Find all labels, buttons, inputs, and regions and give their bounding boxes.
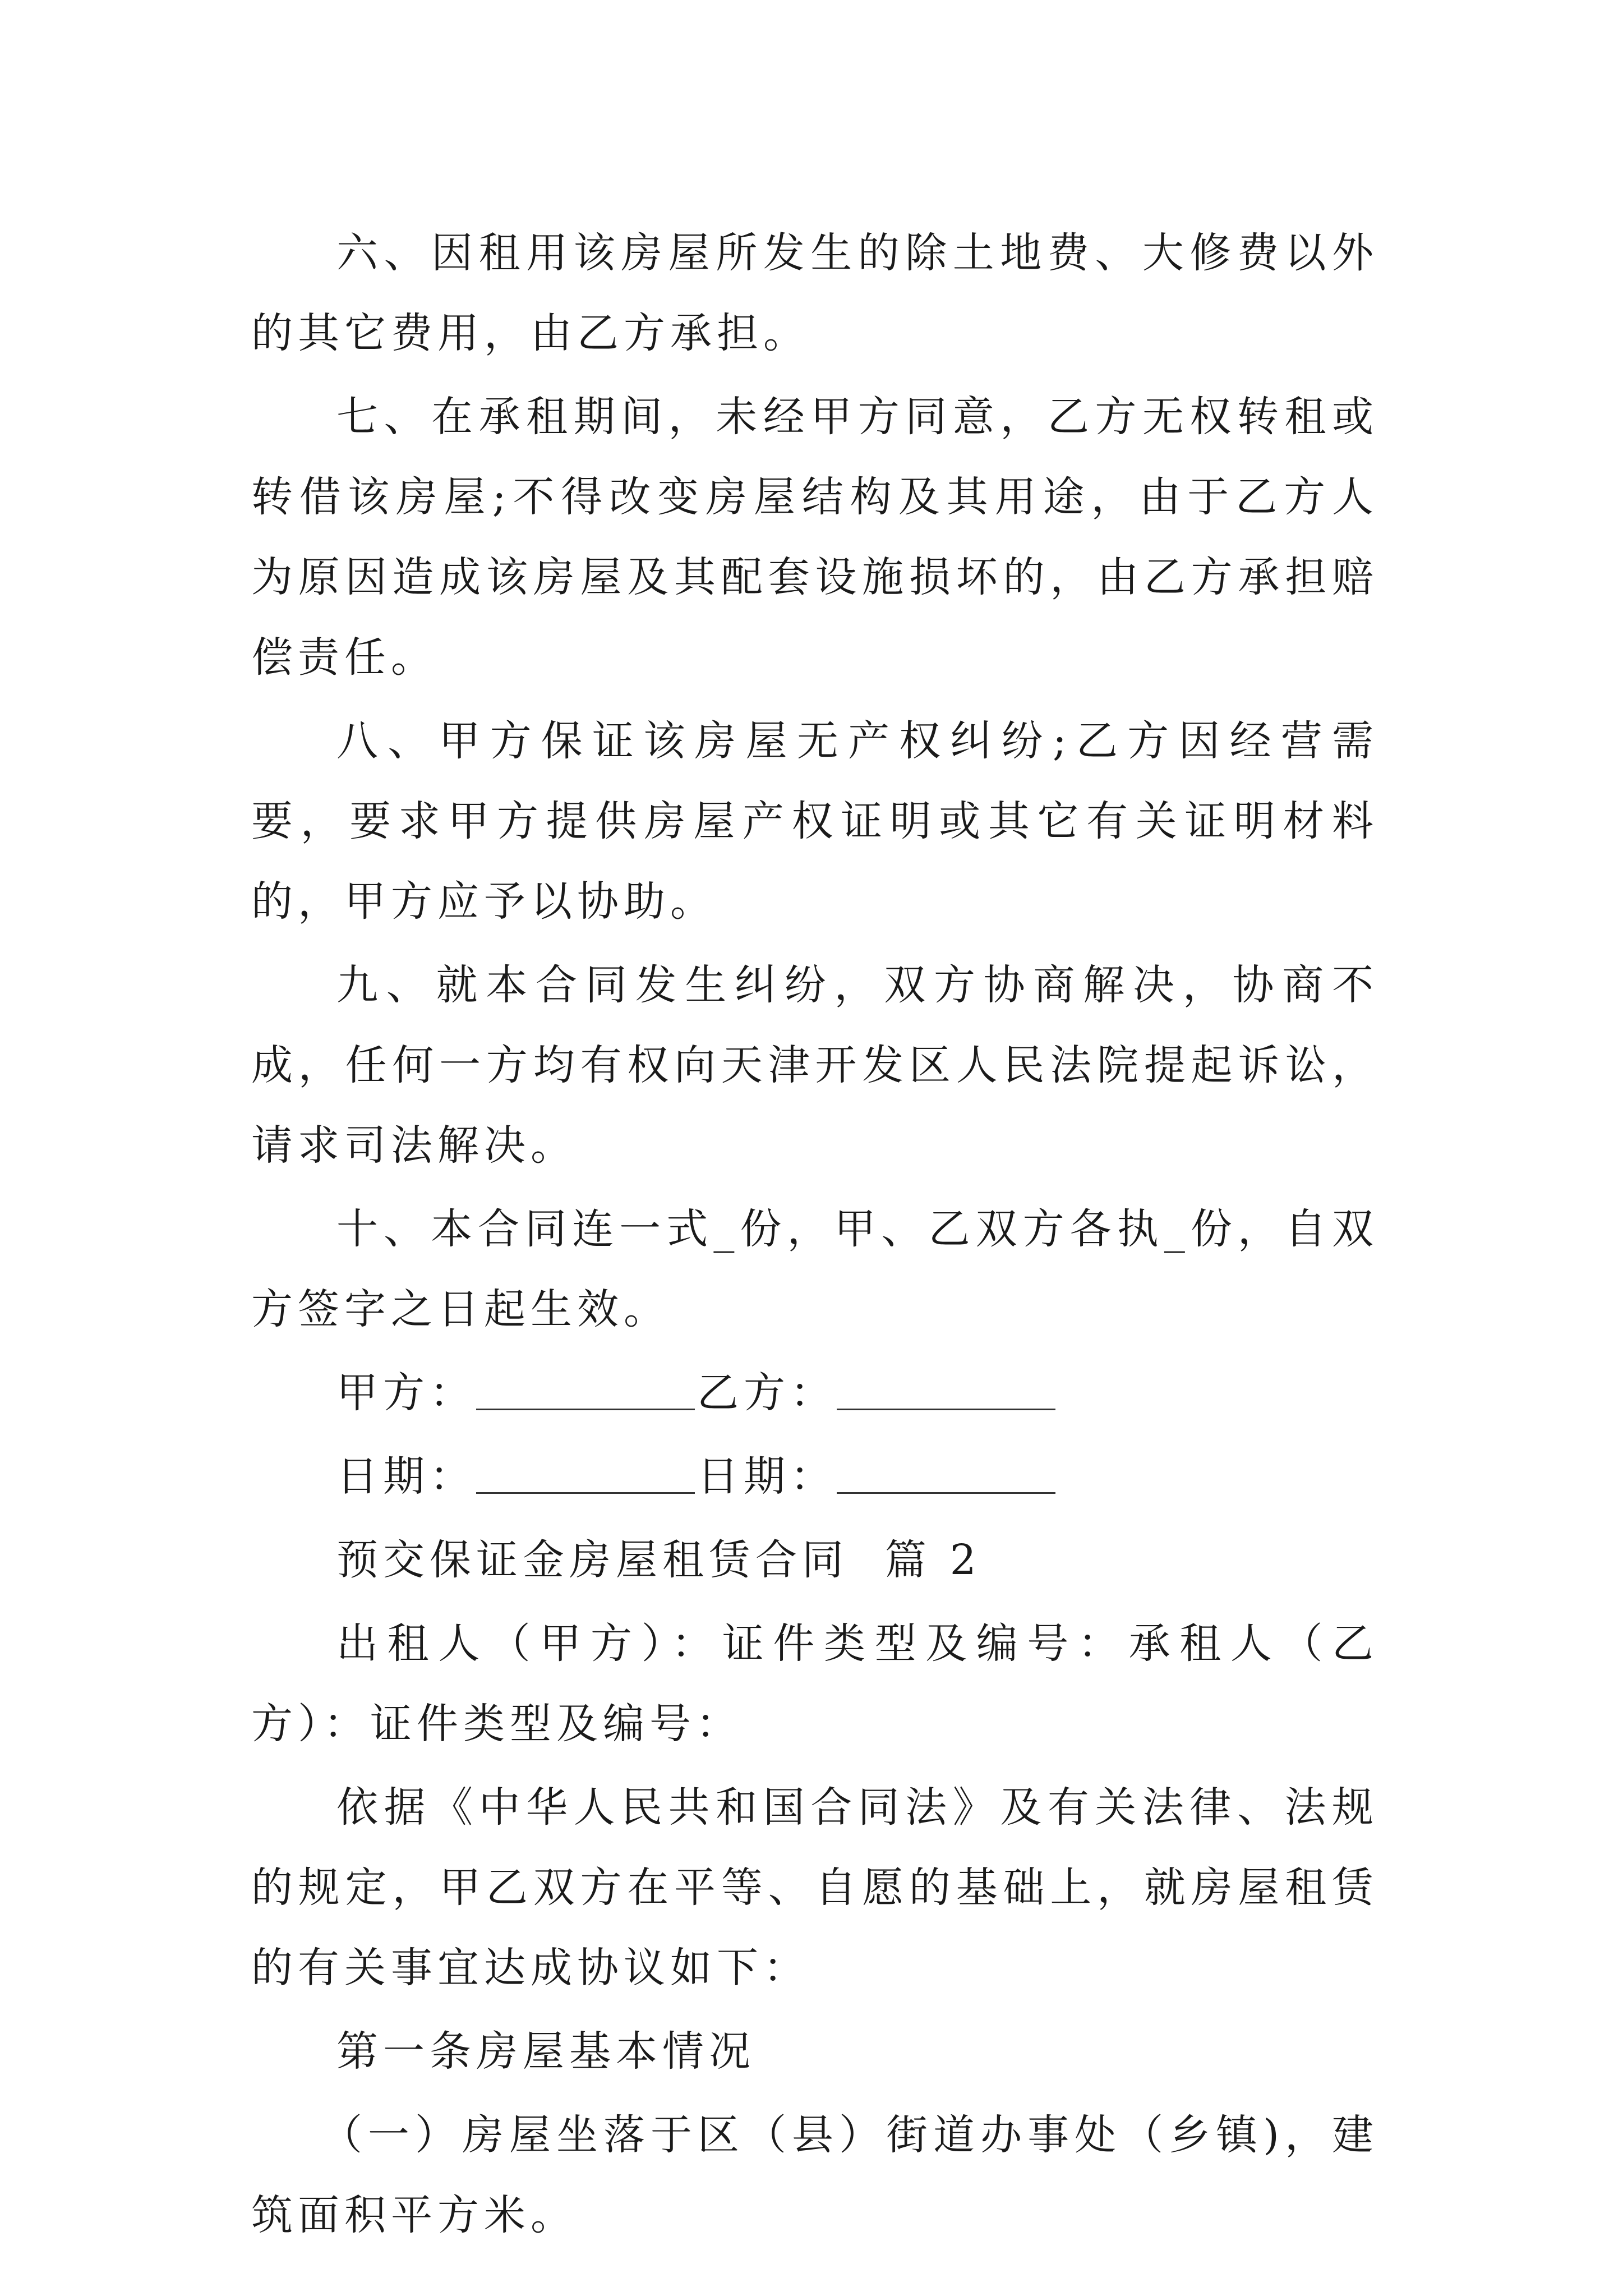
article-1-item-1: （一）房屋坐落于区（县）街道办事处（乡镇)，建筑面积平方米。 bbox=[251, 2111, 1378, 2239]
date-a-label: 日期： bbox=[336, 1452, 476, 1501]
date-a-blank bbox=[476, 1458, 695, 1494]
parties-line: 出租人（甲方）：证件类型及编号：承租人（乙方）：证件类型及编号： bbox=[251, 1619, 1378, 1748]
signature-party-row bbox=[251, 1353, 1378, 1433]
date-b-blank bbox=[837, 1458, 1055, 1494]
clause-8: 八、甲方保证该房屋无产权纠纷;乙方因经营需要，要求甲方提供房屋产权证明或其它有关证明材料的，甲方应予以协助。 bbox=[251, 717, 1378, 926]
date-b-label: 日期： bbox=[697, 1452, 837, 1501]
party-a-blank bbox=[476, 1375, 695, 1410]
section-title: 预交保证金房屋租赁合同 篇 2 bbox=[336, 1536, 981, 1584]
preamble: 依据《中华人民共和国合同法》及有关法律、法规的规定，甲乙双方在平等、自愿的基础上，就房屋租赁的有关事宜达成协议如下： bbox=[251, 1783, 1378, 1992]
clause-7: 七、在承租期间，未经甲方同意，乙方无权转租或转借该房屋;不得改变房屋结构及其用途，由于乙方人为原因造成该房屋及其配套设施损坏的，由乙方承担赔偿责任。 bbox=[251, 393, 1378, 682]
document-page bbox=[251, 213, 1378, 2259]
clause-10: 十、本合同连一式_份，甲、乙双方各执_份，自双方签字之日起生效。 bbox=[251, 1205, 1378, 1333]
clause-6: 六、因租用该房屋所发生的除土地费、大修费以外的其它费用，由乙方承担。 bbox=[251, 229, 1378, 357]
party-a-label: 甲方： bbox=[336, 1369, 476, 1417]
signature-date-row bbox=[251, 1437, 1378, 1517]
article-1-title: 第一条房屋基本情况 bbox=[336, 2027, 755, 2076]
party-b-blank bbox=[837, 1375, 1055, 1410]
party-b-label: 乙方： bbox=[697, 1369, 837, 1417]
clause-9: 九、就本合同发生纠纷，双方协商解决，协商不成，任何一方均有权向天津开发区人民法院提起诉讼，请求司法解决。 bbox=[251, 961, 1378, 1170]
